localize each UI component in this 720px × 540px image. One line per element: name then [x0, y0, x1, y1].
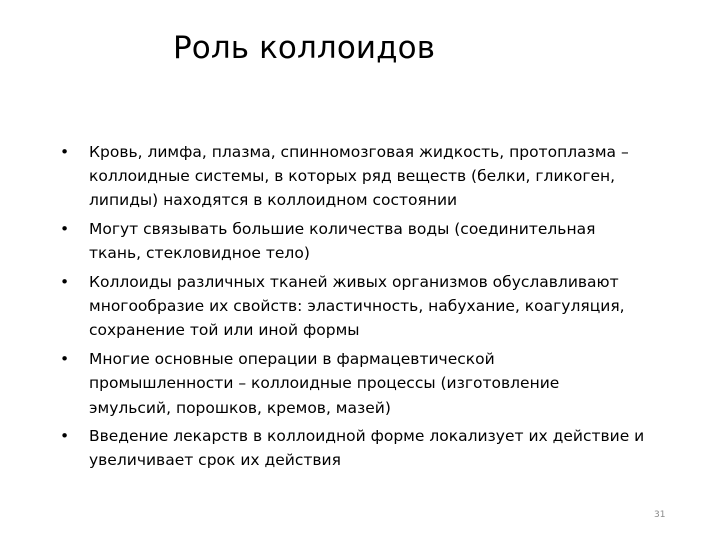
- bullet-line: коллоидные системы, в которых ряд веществ (белки, гликоген,: [89, 167, 616, 186]
- bullet-line: Коллоиды различных тканей живых организмов обуславливают: [89, 273, 619, 292]
- bullet-line: увеличивает срок их действия: [89, 451, 341, 470]
- bullet-item: [58, 217, 678, 265]
- bullet-list: [58, 140, 678, 477]
- bullet-dot-icon: •: [60, 427, 70, 446]
- page-number: 31: [654, 510, 666, 520]
- bullet-dot-icon: •: [60, 273, 70, 292]
- bullet-line: многообразие их свойств: эластичность, набухание, коагуляция,: [89, 297, 625, 316]
- bullet-line: Кровь, лимфа, плазма, спинномозговая жидкость, протоплазма –: [89, 143, 629, 161]
- bullet-line: Введение лекарств в коллоидной форме локализует их действие и: [89, 427, 645, 446]
- bullet-line: Могут связывать большие количества воды (соединительная: [89, 220, 596, 239]
- bullet-item: [58, 140, 678, 213]
- bullet-line: липиды) находятся в коллоидном состоянии: [89, 191, 458, 210]
- bullet-dot-icon: •: [60, 220, 70, 239]
- bullet-dot-icon: •: [60, 143, 70, 161]
- bullet-line: Многие основные операции в фармацевтической: [89, 350, 495, 369]
- bullet-dot-icon: •: [60, 350, 70, 369]
- bullet-line: ткань, стекловидное тело): [89, 244, 310, 263]
- bullet-line: эмульсий, порошков, кремов, мазей): [89, 398, 391, 417]
- bullet-item: [58, 424, 678, 472]
- bullet-item: [58, 347, 678, 420]
- bullet-line: промышленности – коллоидные процессы (изготовление: [89, 374, 560, 393]
- bullet-line: сохранение той или иной формы: [89, 321, 360, 340]
- bullet-item: [58, 270, 678, 343]
- slide-title: Роль коллоидов: [173, 30, 436, 66]
